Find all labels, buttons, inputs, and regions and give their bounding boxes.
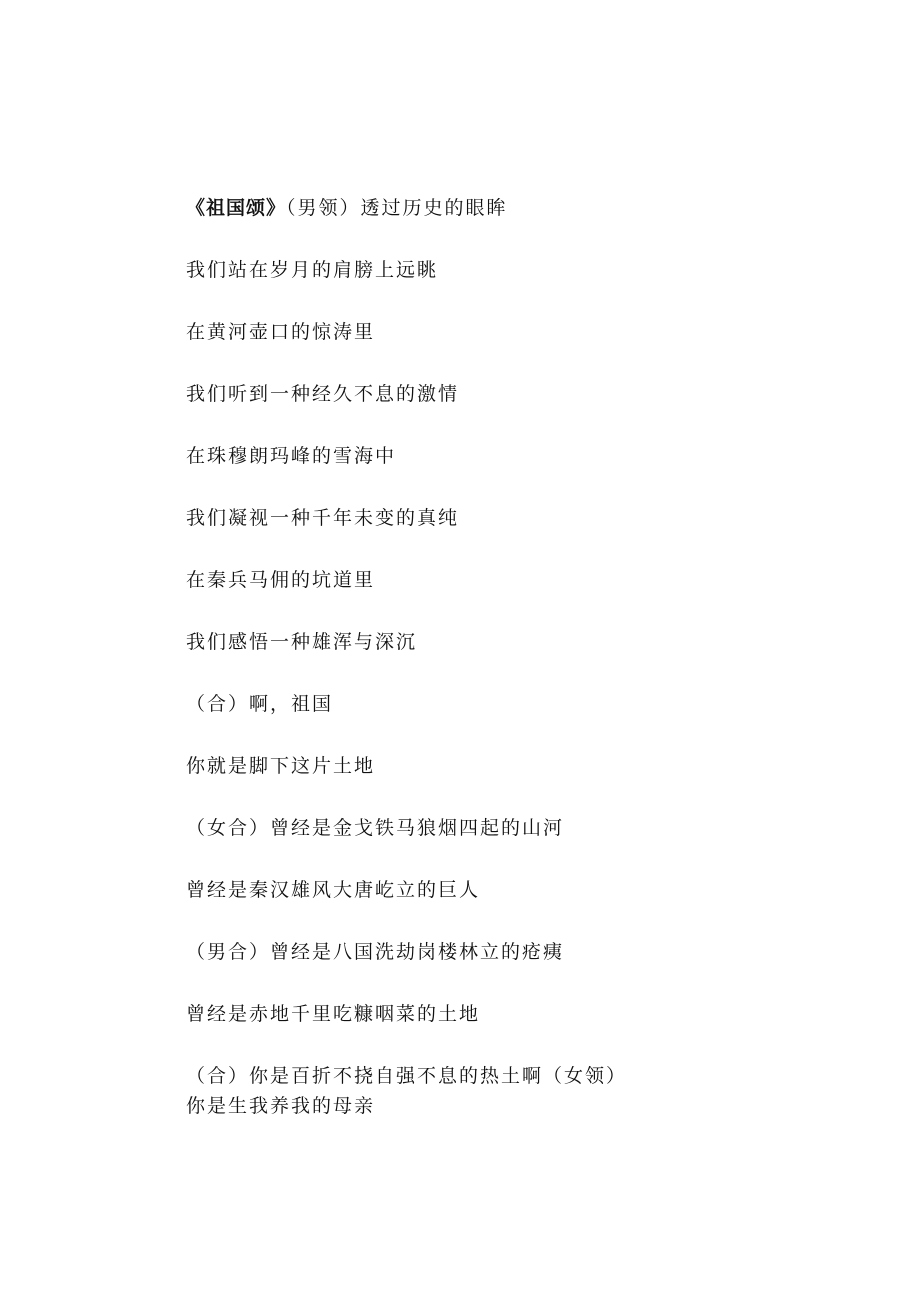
poem-title: 《祖国颂》	[186, 197, 287, 219]
poem-line-7: 在秦兵马佣的坑道里	[186, 569, 376, 591]
poem-line-10: 你就是脚下这片土地	[186, 755, 376, 777]
poem-heading	[186, 196, 508, 220]
poem-line-14: 曾经是赤地千里吃糠咽菜的土地	[186, 1003, 481, 1025]
poem-line-6: 我们凝视一种千年未变的真纯	[186, 507, 460, 529]
poem-line-2: 我们站在岁月的肩膀上远眺	[186, 259, 439, 281]
poem-line-8: 我们感悟一种雄浑与深沉	[186, 631, 418, 653]
poem-line-3: 在黄河壶口的惊涛里	[186, 321, 376, 343]
poem-line-12: 曾经是秦汉雄风大唐屹立的巨人	[186, 879, 481, 901]
poem-line-5: 在珠穆朗玛峰的雪海中	[186, 445, 397, 467]
poem-line-1: （男领）透过历史的眼眸	[286, 197, 508, 219]
poem-line-16: 你是生我养我的母亲	[186, 1095, 376, 1117]
poem-line-11: （女合）曾经是金戈铁马狼烟四起的山河	[186, 817, 565, 839]
poem-line-15: （合）你是百折不挠自强不息的热土啊（女领）	[186, 1065, 628, 1087]
poem-line-9: （合）啊，祖国	[186, 693, 334, 715]
poem-line-4: 我们听到一种经久不息的激情	[186, 383, 460, 405]
poem-line-13: （男合）曾经是八国洗劫岗楼林立的疮痍	[186, 941, 565, 963]
